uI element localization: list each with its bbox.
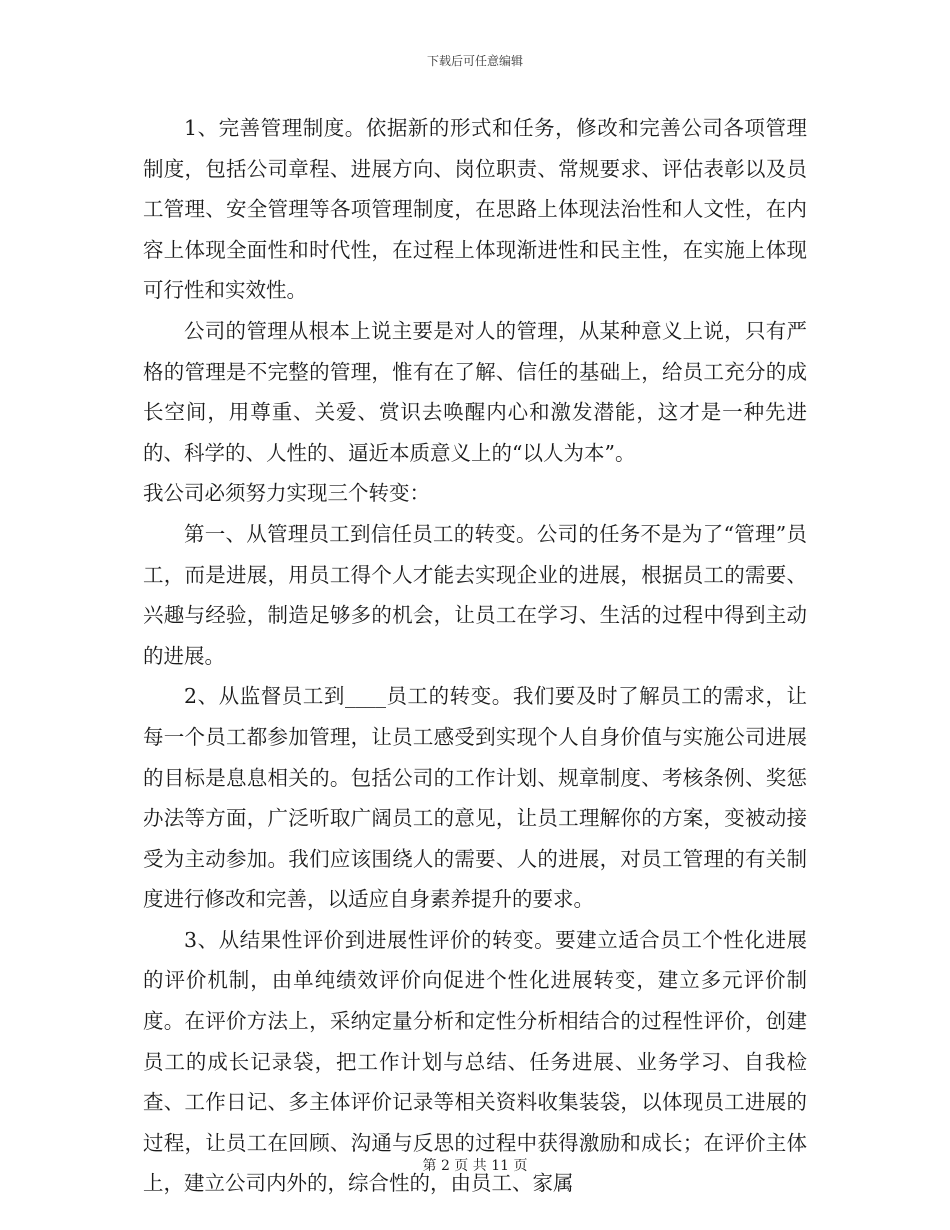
paragraph-second-transformation: 2、从监督员工到____员工的转变。我们要及时了解员工的需求，让每一个员工都参加管理，让员工感受到实现个人自身价值与实施公司进展的目标是息息相关的。包括公司的工作计划、规章制度、考核条例、奖惩办法等方面，广泛听取广阔员工的意见，让员工理解你的方案，变被动接受为主动参加。我们应该围绕人的需要、人的进展，对员工管理的有关制度进行修改和完善，以适应自身素养提升的要求。 — [143, 684, 807, 912]
paragraph-third-transformation: 3、从结果性评价到进展性评价的转变。要建立适合员工个性化进展的评价机制，由单纯绩效评价向促进个性化进展转变，建立多元评价制度。在评价方法上，采纳定量分析和定性分析相结合的过程性评价，创建员工的成长记录袋，把工作计划与总结、任务进展、业务学习、自我检查、工作日记、多主体评价记录等相关资料收集装袋，以体现员工进展的过程，让员工在回顾、沟通与反思的过程中获得激励和成长；在评价主体上，建立公司内外的，综合性的，由员工、家属 — [143, 927, 807, 1196]
paragraph-first-transformation: 第一、从管理员工到信任员工的转变。公司的任务不是为了“管理”员工，而是进展，用员工得个人才能去实现企业的进展，根据员工的需要、兴趣与经验，制造足够多的机会，让员工在学习、生活的过程中得到主动的进展。 — [143, 521, 807, 668]
page-number: 第 2 页 共 11 页 — [422, 1158, 528, 1174]
document-body — [143, 108, 807, 1204]
paragraph-people-management: 公司的管理从根本上说主要是对人的管理，从某种意义上说，只有严格的管理是不完整的管理，惟有在了解、信任的基础上，给员工充分的成长空间，用尊重、关爱、赏识去唤醒内心和激发潜能，这才是一种先进的、科学的、人性的、逼近本质意义上的“以人为本”。 — [143, 318, 807, 465]
page-header: 下载后可任意编辑 — [426, 54, 523, 68]
paragraph-three-transformations: 我公司必须努力实现三个转变： — [143, 481, 430, 506]
paragraph-management-system: 1、完善管理制度。依据新的形式和任务，修改和完善公司各项管理制度，包括公司章程、进展方向、岗位职责、常规要求、评估表彰以及员工管理、安全管理等各项管理制度，在思路上体现法治性和人文性，在内容上体现全面性和时代性，在过程上体现渐进性和民主性，在实施上体现可行性和实效性。 — [143, 116, 807, 303]
